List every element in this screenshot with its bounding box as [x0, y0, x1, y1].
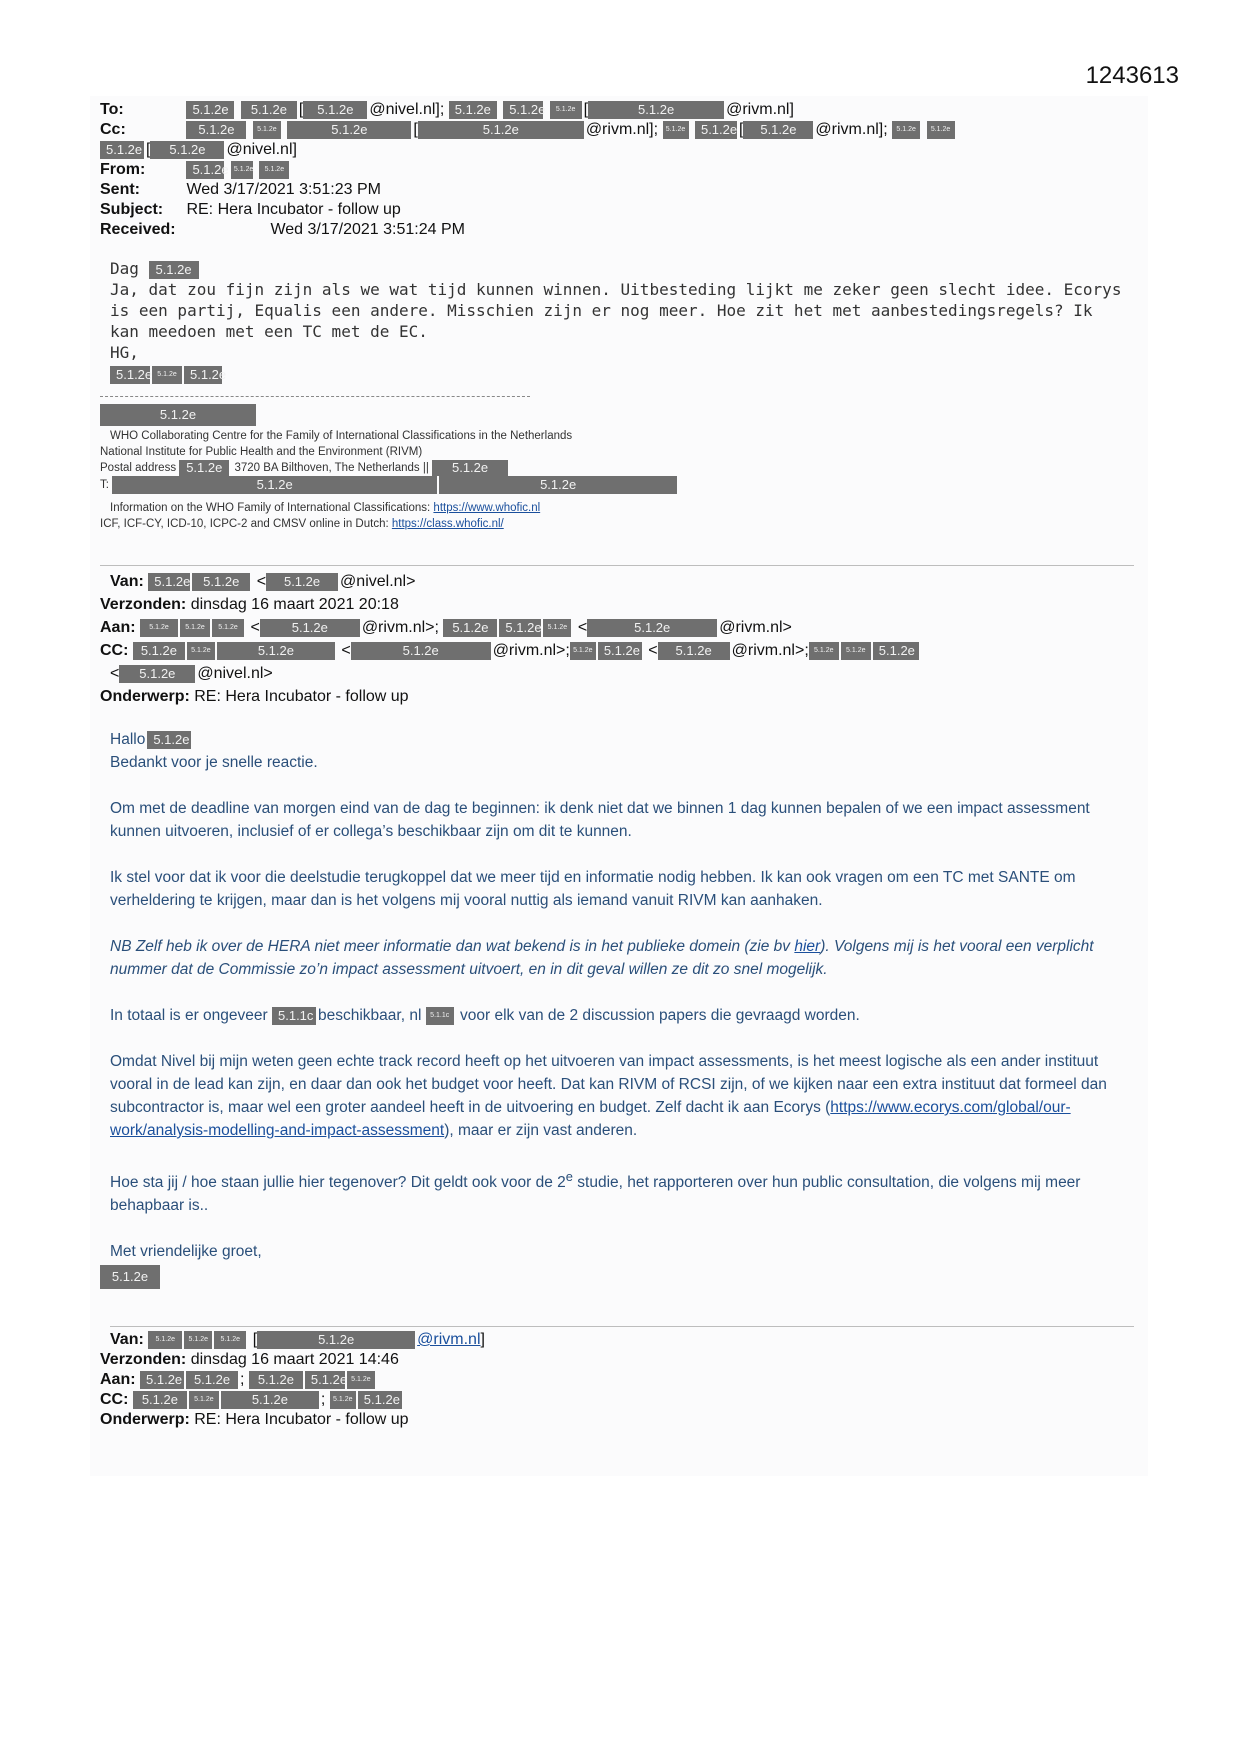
redaction: 5.1.2e	[330, 1391, 356, 1409]
signature-line2: National Institute for Public Health and the Environment (RIVM)	[100, 446, 423, 458]
redaction: 5.1.2e	[133, 1391, 187, 1409]
cc-row-continued: 5.1.2e [ 5.1.2e @nivel.nl]	[100, 140, 957, 160]
redaction: 5.1.2e	[221, 1391, 319, 1409]
signature-separator	[100, 396, 530, 397]
info-text: Information on the WHO Family of International Classifications:	[110, 502, 431, 515]
postal-label: Postal address	[100, 462, 177, 475]
body-paragraph	[110, 1004, 1140, 1027]
redaction: 5.1.2e	[347, 1371, 375, 1389]
signature-postal: Postal address 5.1.2e 3720 BA Bilthoven, The Netherlands || 5.1.2e	[100, 460, 679, 476]
redaction: 5.1.2e	[187, 642, 215, 660]
signature-line1: WHO Collaborating Centre for the Family of International Classifications in the Netherlands	[110, 430, 573, 442]
hier-link[interactable]: hier	[794, 938, 821, 955]
text-run: beschikbaar, nl	[318, 1007, 422, 1024]
email-domain: @nivel.nl]	[226, 141, 297, 158]
received-label: Received:	[100, 221, 176, 238]
redaction: 5.1.2e	[658, 642, 730, 660]
cc-label: CC:	[100, 1391, 129, 1408]
redaction: 5.1.2e	[148, 1331, 182, 1349]
van-row: Van: 5.1.2e 5.1.2e < 5.1.2e @nivel.nl>	[110, 573, 416, 590]
redaction: 5.1.2e	[180, 619, 210, 637]
redaction: 5.1.2e	[212, 619, 244, 637]
signature-block	[100, 404, 679, 532]
onderwerp-row	[100, 685, 921, 708]
sent-row	[100, 180, 957, 200]
cc-row-continued: < 5.1.2e @nivel.nl>	[110, 665, 273, 682]
cc-email: @nivel.nl>	[197, 665, 273, 682]
redaction: 5.1.2e	[147, 731, 191, 749]
signature-phone	[100, 476, 679, 494]
redaction: 5.1.2e	[449, 101, 497, 119]
redaction: 5.1.2e	[152, 366, 182, 384]
redaction: 5.1.2e	[189, 1391, 219, 1409]
cc-row: Cc: 5.1.2e 5.1.2e 5.1.2e [ 5.1.2e @rivm.nl]; 5.1.2e 5.1.2e [ 5.1.2e @rivm.nl]; 5.1.2e 5.1.2e	[100, 120, 957, 140]
to-row: To: 5.1.2e 5.1.2e [ 5.1.2e @nivel.nl]; 5.1.2e 5.1.2e 5.1.2e [ 5.1.2e @rivm.nl]	[100, 101, 794, 118]
received-value: Wed 3/17/2021 3:51:24 PM	[270, 221, 465, 238]
redaction: 5.1.2e	[241, 101, 297, 119]
text-run: voor elk van de 2 discussion papers die gevraagd worden.	[460, 1007, 860, 1024]
redaction: 5.1.2e	[892, 121, 920, 139]
verzonden-row	[100, 593, 921, 616]
redaction: 5.1.2e	[418, 121, 584, 139]
redaction: 5.1.2e	[259, 161, 289, 179]
email-header	[100, 100, 957, 240]
text-run: studie, het rapporteren over hun public consultation, die volgens mij meer behapbaar is..	[110, 1174, 1081, 1215]
body-signature	[110, 1265, 1140, 1289]
onderwerp-value: RE: Hera Incubator - follow up	[194, 688, 409, 705]
redaction: 5.1.1c	[272, 1007, 316, 1025]
redaction: 5.1.2e	[663, 121, 689, 139]
subject-label: Subject:	[100, 201, 164, 218]
message-divider	[100, 565, 1134, 566]
redaction: 5.1.2e	[543, 619, 571, 637]
phone-label: T:	[100, 479, 109, 492]
sent-value: Wed 3/17/2021 3:51:23 PM	[186, 181, 381, 198]
verzonden-row	[100, 1350, 485, 1370]
body-closing: Met vriendelijke groet,	[110, 1243, 262, 1261]
message-divider	[110, 1326, 1134, 1327]
cc-email: @rivm.nl>;	[492, 642, 570, 659]
redaction: 5.1.2e	[110, 366, 150, 384]
redaction: 5.1.2e	[140, 1371, 184, 1389]
cc-row: CC: 5.1.2e 5.1.2e 5.1.2e ; 5.1.2e 5.1.2e	[100, 1391, 400, 1408]
redaction: 5.1.2e	[550, 101, 582, 119]
to-label: To:	[100, 101, 124, 118]
redaction: 5.1.2e	[133, 642, 185, 660]
redaction: 5.1.2e	[598, 642, 642, 660]
message-header	[100, 1330, 485, 1430]
cc-email: @rivm.nl>;	[731, 642, 809, 659]
sent-label: Sent:	[100, 181, 140, 198]
text-run: Omdat Nivel bij mijn weten geen echte track record heeft op het uitvoeren van impact assessments, is het meest logische als een ander instituut vooral in de lead kan zijn, en daar dan ook het budget voor heeft. Dat kan RIVM of RCSI zijn, of we kijken naar een extra instituut dat formeel dan subcontractor is, maar wel een groter aandeel heeft in de uitvoering en budget. Zelf dacht ik aan Ecorys (	[110, 1053, 1107, 1116]
ecorys-link[interactable]: https://www.ecorys.com/global/our-work/analysis-modelling-and-impact-assessment	[110, 1099, 1071, 1139]
cc-label: CC:	[100, 642, 129, 659]
redaction: 5.1.2e	[266, 573, 338, 591]
redaction: 5.1.2e	[112, 476, 437, 494]
redaction: 5.1.2e	[927, 121, 955, 139]
redaction: 5.1.2e	[439, 476, 677, 494]
van-email: @nivel.nl>	[340, 573, 416, 590]
from-label: From:	[100, 161, 146, 178]
whofic-link[interactable]: https://www.whofic.nl	[433, 502, 541, 515]
email-domain: @rivm.nl]	[726, 101, 794, 118]
reply-body	[110, 258, 1130, 384]
redaction: 5.1.2e	[100, 141, 144, 159]
text-run: In totaal is er ongeveer	[110, 1007, 268, 1024]
email-domain: @nivel.nl];	[369, 101, 445, 118]
redaction: 5.1.2e	[186, 1371, 238, 1389]
body-paragraph: Bedankt voor je snelle reactie.	[110, 754, 318, 771]
redaction: 5.1.2e	[809, 642, 839, 660]
email-domain: @rivm.nl];	[815, 121, 888, 138]
signature-name-row	[100, 404, 679, 428]
redaction: 5.1.2e	[351, 642, 491, 660]
redaction: 5.1.2e	[140, 619, 178, 637]
redaction: 5.1.2e	[100, 404, 256, 426]
redaction: 5.1.2e	[743, 121, 813, 139]
redaction: 5.1.2e	[148, 573, 190, 591]
text-run: NB Zelf heb ik over de HERA niet meer informatie dan wat bekend is in het publieke domein (zie bv	[110, 938, 795, 955]
redaction: 5.1.2e	[305, 1371, 345, 1389]
cc-label: Cc:	[100, 121, 126, 138]
from-row	[100, 160, 957, 180]
document-number: 1243613	[1085, 62, 1179, 89]
van-email-link[interactable]: @rivm.nl	[417, 1331, 481, 1348]
text-run: ). Volgens mij is het vooral een verplicht nummer dat de Commissie zo’n impact assessment uitvoert, en in dit geval willen ze dit zo snel mogelijk.	[110, 938, 1094, 978]
redaction: 5.1.1c	[426, 1007, 454, 1025]
body-paragraph	[110, 1050, 1140, 1142]
redaction: 5.1.2e	[588, 101, 724, 119]
text-run: ), maar er zijn vast anderen.	[444, 1122, 638, 1139]
icf-text: ICF, ICF-CY, ICD-10, ICPC-2 and CMSV online in Dutch:	[100, 518, 389, 531]
signature-icf	[100, 516, 679, 532]
redaction: 5.1.2e	[257, 1331, 415, 1349]
verzonden-value: dinsdag 16 maart 2021 14:46	[190, 1351, 399, 1368]
text-run: Hoe sta jij / hoe staan jullie hier tegenover? Dit geldt ook voor de 2	[110, 1174, 566, 1192]
reply-text: Ja, dat zou fijn zijn als we wat tijd kunnen winnen. Uitbesteding lijkt me zeker geen slecht idee. Ecorys is een partij, Equalis een andere. Misschien zijn er nog meer. Hoe zit het met aanbestedingsregels? Ik kan meedoen met een TC met de EC.	[110, 280, 1122, 341]
van-row: Van: 5.1.2e 5.1.2e 5.1.2e [ 5.1.2e @rivm.nl]	[110, 1331, 485, 1348]
redaction: 5.1.2e	[695, 121, 737, 139]
redaction: 5.1.2e	[186, 101, 234, 119]
redaction: 5.1.2e	[249, 1371, 303, 1389]
cc-row: CC: 5.1.2e 5.1.2e 5.1.2e < 5.1.2e @rivm.nl>; 5.1.2e 5.1.2e < 5.1.2e @rivm.nl>; 5.1.2e 5.1.2e 5.1.2e	[100, 639, 921, 662]
redaction: 5.1.2e	[217, 642, 335, 660]
onderwerp-value: RE: Hera Incubator - follow up	[194, 1411, 409, 1428]
redaction: 5.1.2e	[253, 121, 281, 139]
body-paragraph-italic	[110, 935, 1140, 981]
redaction: 5.1.2e	[150, 141, 224, 159]
redaction: 5.1.2e	[149, 261, 199, 279]
redaction: 5.1.2e	[186, 121, 246, 139]
received-row	[100, 220, 957, 240]
body-paragraph	[110, 1165, 1140, 1217]
redaction: 5.1.2e	[184, 366, 222, 384]
aan-row: Aan: 5.1.2e 5.1.2e ; 5.1.2e 5.1.2e 5.1.2e	[100, 1370, 485, 1390]
onderwerp-label: Onderwerp:	[100, 688, 190, 705]
email-domain: @rivm.nl];	[585, 121, 659, 138]
onderwerp-label: Onderwerp:	[100, 1411, 190, 1428]
reply-greeting-line	[110, 258, 1130, 279]
reply-greeting: Dag	[110, 259, 139, 278]
redaction: 5.1.2e	[873, 642, 919, 660]
greeting-text: Hallo	[110, 731, 146, 748]
verzonden-label: Verzonden:	[100, 1351, 187, 1368]
aan-row: Aan: 5.1.2e 5.1.2e 5.1.2e < 5.1.2e @rivm.nl>; 5.1.2e 5.1.2e 5.1.2e < 5.1.2e @rivm.nl>	[100, 619, 792, 636]
body-greeting	[110, 728, 1140, 751]
class-whofic-link[interactable]: https://class.whofic.nl/	[391, 518, 504, 531]
redaction: 5.1.2e	[303, 101, 367, 119]
verzonden-value: dinsdag 16 maart 2021 20:18	[190, 596, 399, 613]
redaction: 5.1.2e	[186, 161, 224, 179]
reply-closing: HG,	[110, 343, 139, 362]
redaction: 5.1.2e	[587, 619, 717, 637]
redaction: 5.1.2e	[100, 1265, 160, 1289]
aan-label: Aan:	[100, 1371, 136, 1388]
aan-email: @rivm.nl>	[719, 619, 792, 636]
body-paragraph: Ik stel voor dat ik voor die deelstudie terugkoppel dat we meer tijd en informatie nodig hebben. Ik kan ook vragen om een TC met SANTE om verheldering te krijgen, maar dan is het volgens mij vooral nuttig als iemand vanuit RIVM kan aanhaken.	[110, 869, 1076, 909]
subject-value: RE: Hera Incubator - follow up	[186, 201, 401, 218]
aan-label: Aan:	[100, 619, 136, 636]
message-header	[100, 570, 921, 708]
redaction: 5.1.2e	[231, 161, 253, 179]
redaction: 5.1.2e	[179, 460, 229, 476]
body-paragraph: Om met de deadline van morgen eind van de dag te beginnen: ik denk niet dat we binnen 1 dag kunnen bepalen of we een impact assessment kunnen uitvoeren, inclusief of er collega’s beschikbaar zijn om dit te kunnen.	[110, 800, 1090, 840]
verzonden-label: Verzonden:	[100, 596, 187, 613]
van-label: Van:	[110, 1331, 144, 1348]
redaction: 5.1.2e	[499, 619, 541, 637]
redaction: 5.1.2e	[570, 642, 596, 660]
message-body	[110, 728, 1140, 1289]
signature-info	[100, 500, 679, 516]
superscript: e	[565, 1169, 573, 1184]
subject-row	[100, 200, 957, 220]
postal-value: 3720 BA Bilthoven, The Netherlands	[234, 462, 420, 475]
van-label: Van:	[110, 573, 144, 590]
redaction: 5.1.2e	[192, 573, 250, 591]
redaction: 5.1.2e	[260, 619, 360, 637]
redaction: 5.1.2e	[287, 121, 411, 139]
redaction: 5.1.2e	[432, 460, 508, 476]
redaction: 5.1.2e	[214, 1331, 246, 1349]
redaction: 5.1.2e	[358, 1391, 402, 1409]
redaction: 5.1.2e	[184, 1331, 212, 1349]
onderwerp-row	[100, 1410, 485, 1430]
redaction: 5.1.2e	[443, 619, 497, 637]
redaction: 5.1.2e	[503, 101, 543, 119]
aan-email: @rivm.nl>;	[361, 619, 439, 636]
redaction: 5.1.2e	[119, 665, 195, 683]
reply-signature-name	[110, 363, 1130, 384]
redaction: 5.1.2e	[841, 642, 871, 660]
